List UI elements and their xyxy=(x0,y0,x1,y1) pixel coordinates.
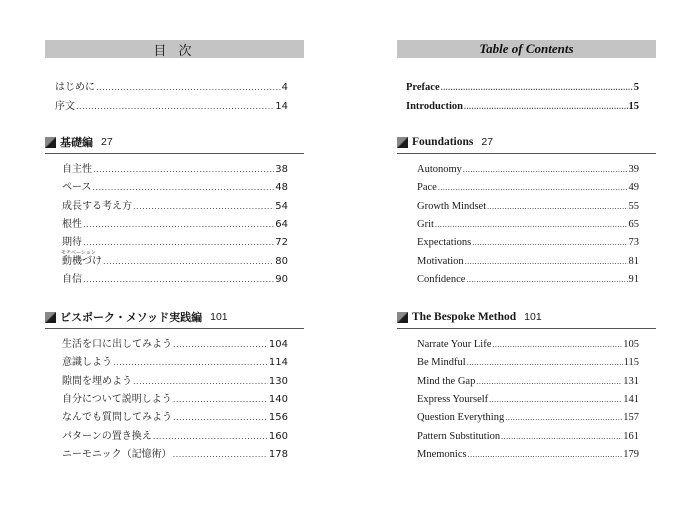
toc-entry[interactable]: Expectations ..... 73 xyxy=(417,237,639,249)
toc-entry[interactable]: 意識しよう ..... 114 xyxy=(62,357,288,369)
toc-entry[interactable]: Grit ..... 65 xyxy=(417,219,639,231)
dot-leader xyxy=(501,431,622,443)
page-title: Table of Contents xyxy=(397,40,656,58)
section-marker-icon xyxy=(45,137,56,148)
toc-entry[interactable]: Autonomy ..... 39 xyxy=(417,164,639,176)
dot-leader xyxy=(467,357,623,369)
toc-entry[interactable]: 動機づけ ..... 80 xyxy=(62,256,288,268)
toc-entry[interactable]: なんでも質問してみよう ..... 156 xyxy=(62,412,288,424)
dot-leader xyxy=(466,274,627,286)
section-heading[interactable]: The Bespoke Method 101 xyxy=(397,309,542,325)
dot-leader xyxy=(83,219,274,231)
section-marker-icon xyxy=(45,312,56,323)
dot-leader xyxy=(83,274,274,286)
toc-entry[interactable]: Question Everything ..... 157 xyxy=(417,412,639,424)
toc-entry[interactable]: 期待 ..... 72 xyxy=(62,237,288,249)
toc-entry[interactable]: 自信 ..... 90 xyxy=(62,274,288,286)
toc-entry[interactable]: Growth Mindset ..... 55 xyxy=(417,201,639,213)
toc-entry[interactable]: Confidence ..... 91 xyxy=(417,274,639,286)
toc-entry[interactable]: 隙間を埋めよう ..... 130 xyxy=(62,376,288,388)
toc-entry[interactable]: Pace ..... 49 xyxy=(417,182,639,194)
dot-leader xyxy=(173,449,268,461)
dot-leader xyxy=(133,376,268,388)
section-divider xyxy=(397,153,656,154)
ruby-annotation: モチベーション xyxy=(61,250,96,256)
toc-entry[interactable]: Narrate Your Life ..... 105 xyxy=(417,339,639,351)
section-divider xyxy=(45,328,304,329)
dot-leader xyxy=(93,182,275,194)
section-heading[interactable]: 基礎編 27 xyxy=(45,134,113,150)
dot-leader xyxy=(441,82,633,94)
toc-entry-front[interactable]: Introduction ..... 15 xyxy=(406,101,639,113)
section-divider xyxy=(45,153,304,154)
toc-entry[interactable]: 根性 ..... 64 xyxy=(62,219,288,231)
dot-leader xyxy=(472,237,627,249)
dot-leader xyxy=(173,412,268,424)
dot-leader xyxy=(489,394,622,406)
dot-leader xyxy=(153,431,268,443)
dot-leader xyxy=(103,256,274,268)
dot-leader xyxy=(464,101,628,113)
dot-leader xyxy=(505,412,622,424)
dot-leader xyxy=(492,339,622,351)
dot-leader xyxy=(96,82,281,94)
toc-entry[interactable]: Express Yourself ..... 141 xyxy=(417,394,639,406)
dot-leader xyxy=(83,237,274,249)
toc-entry[interactable]: 成長する考え方 ..... 54 xyxy=(62,201,288,213)
toc-entry[interactable]: Mnemonics ..... 179 xyxy=(417,449,639,461)
toc-entry[interactable]: ペース ..... 48 xyxy=(62,182,288,194)
toc-entry[interactable]: パターンの置き換え ..... 160 xyxy=(62,431,288,443)
section-heading[interactable]: Foundations 27 xyxy=(397,134,493,150)
toc-entry[interactable]: Pattern Substitution ..... 161 xyxy=(417,431,639,443)
dot-leader xyxy=(113,357,268,369)
toc-entry[interactable]: Be Mindful ..... 115 xyxy=(417,357,639,369)
section-heading[interactable]: ビスポーク・メソッド実践編 101 xyxy=(45,309,228,325)
toc-entry-front[interactable]: 序文 ..... 14 xyxy=(55,101,288,113)
dot-leader xyxy=(76,101,274,113)
dot-leader xyxy=(463,164,628,176)
page-title: 目 次 xyxy=(45,40,304,58)
dot-leader xyxy=(93,164,274,176)
dot-leader xyxy=(438,182,628,194)
toc-entry[interactable]: 自分について説明しよう ..... 140 xyxy=(62,394,288,406)
dot-leader xyxy=(173,394,268,406)
dot-leader xyxy=(435,219,628,231)
toc-entry-front[interactable]: はじめに ..... 4 xyxy=(55,82,288,94)
toc-entry[interactable]: ニーモニック（記憶術） ..... 178 xyxy=(62,449,288,461)
dot-leader xyxy=(465,256,628,268)
english-toc-page xyxy=(350,0,700,514)
dot-leader xyxy=(476,376,622,388)
dot-leader xyxy=(487,201,627,213)
toc-entry[interactable]: Mind the Gap ..... 131 xyxy=(417,376,639,388)
dot-leader xyxy=(173,339,268,351)
toc-entry[interactable]: Motivation ..... 81 xyxy=(417,256,639,268)
dot-leader xyxy=(468,449,623,461)
dot-leader xyxy=(133,201,274,213)
toc-entry[interactable]: 生活を口に出してみよう ..... 104 xyxy=(62,339,288,351)
section-marker-icon xyxy=(397,137,408,148)
section-divider xyxy=(397,328,656,329)
toc-entry-front[interactable]: Preface ..... 5 xyxy=(406,82,639,94)
section-marker-icon xyxy=(397,312,408,323)
toc-entry[interactable]: 自主性 ..... 38 xyxy=(62,164,288,176)
